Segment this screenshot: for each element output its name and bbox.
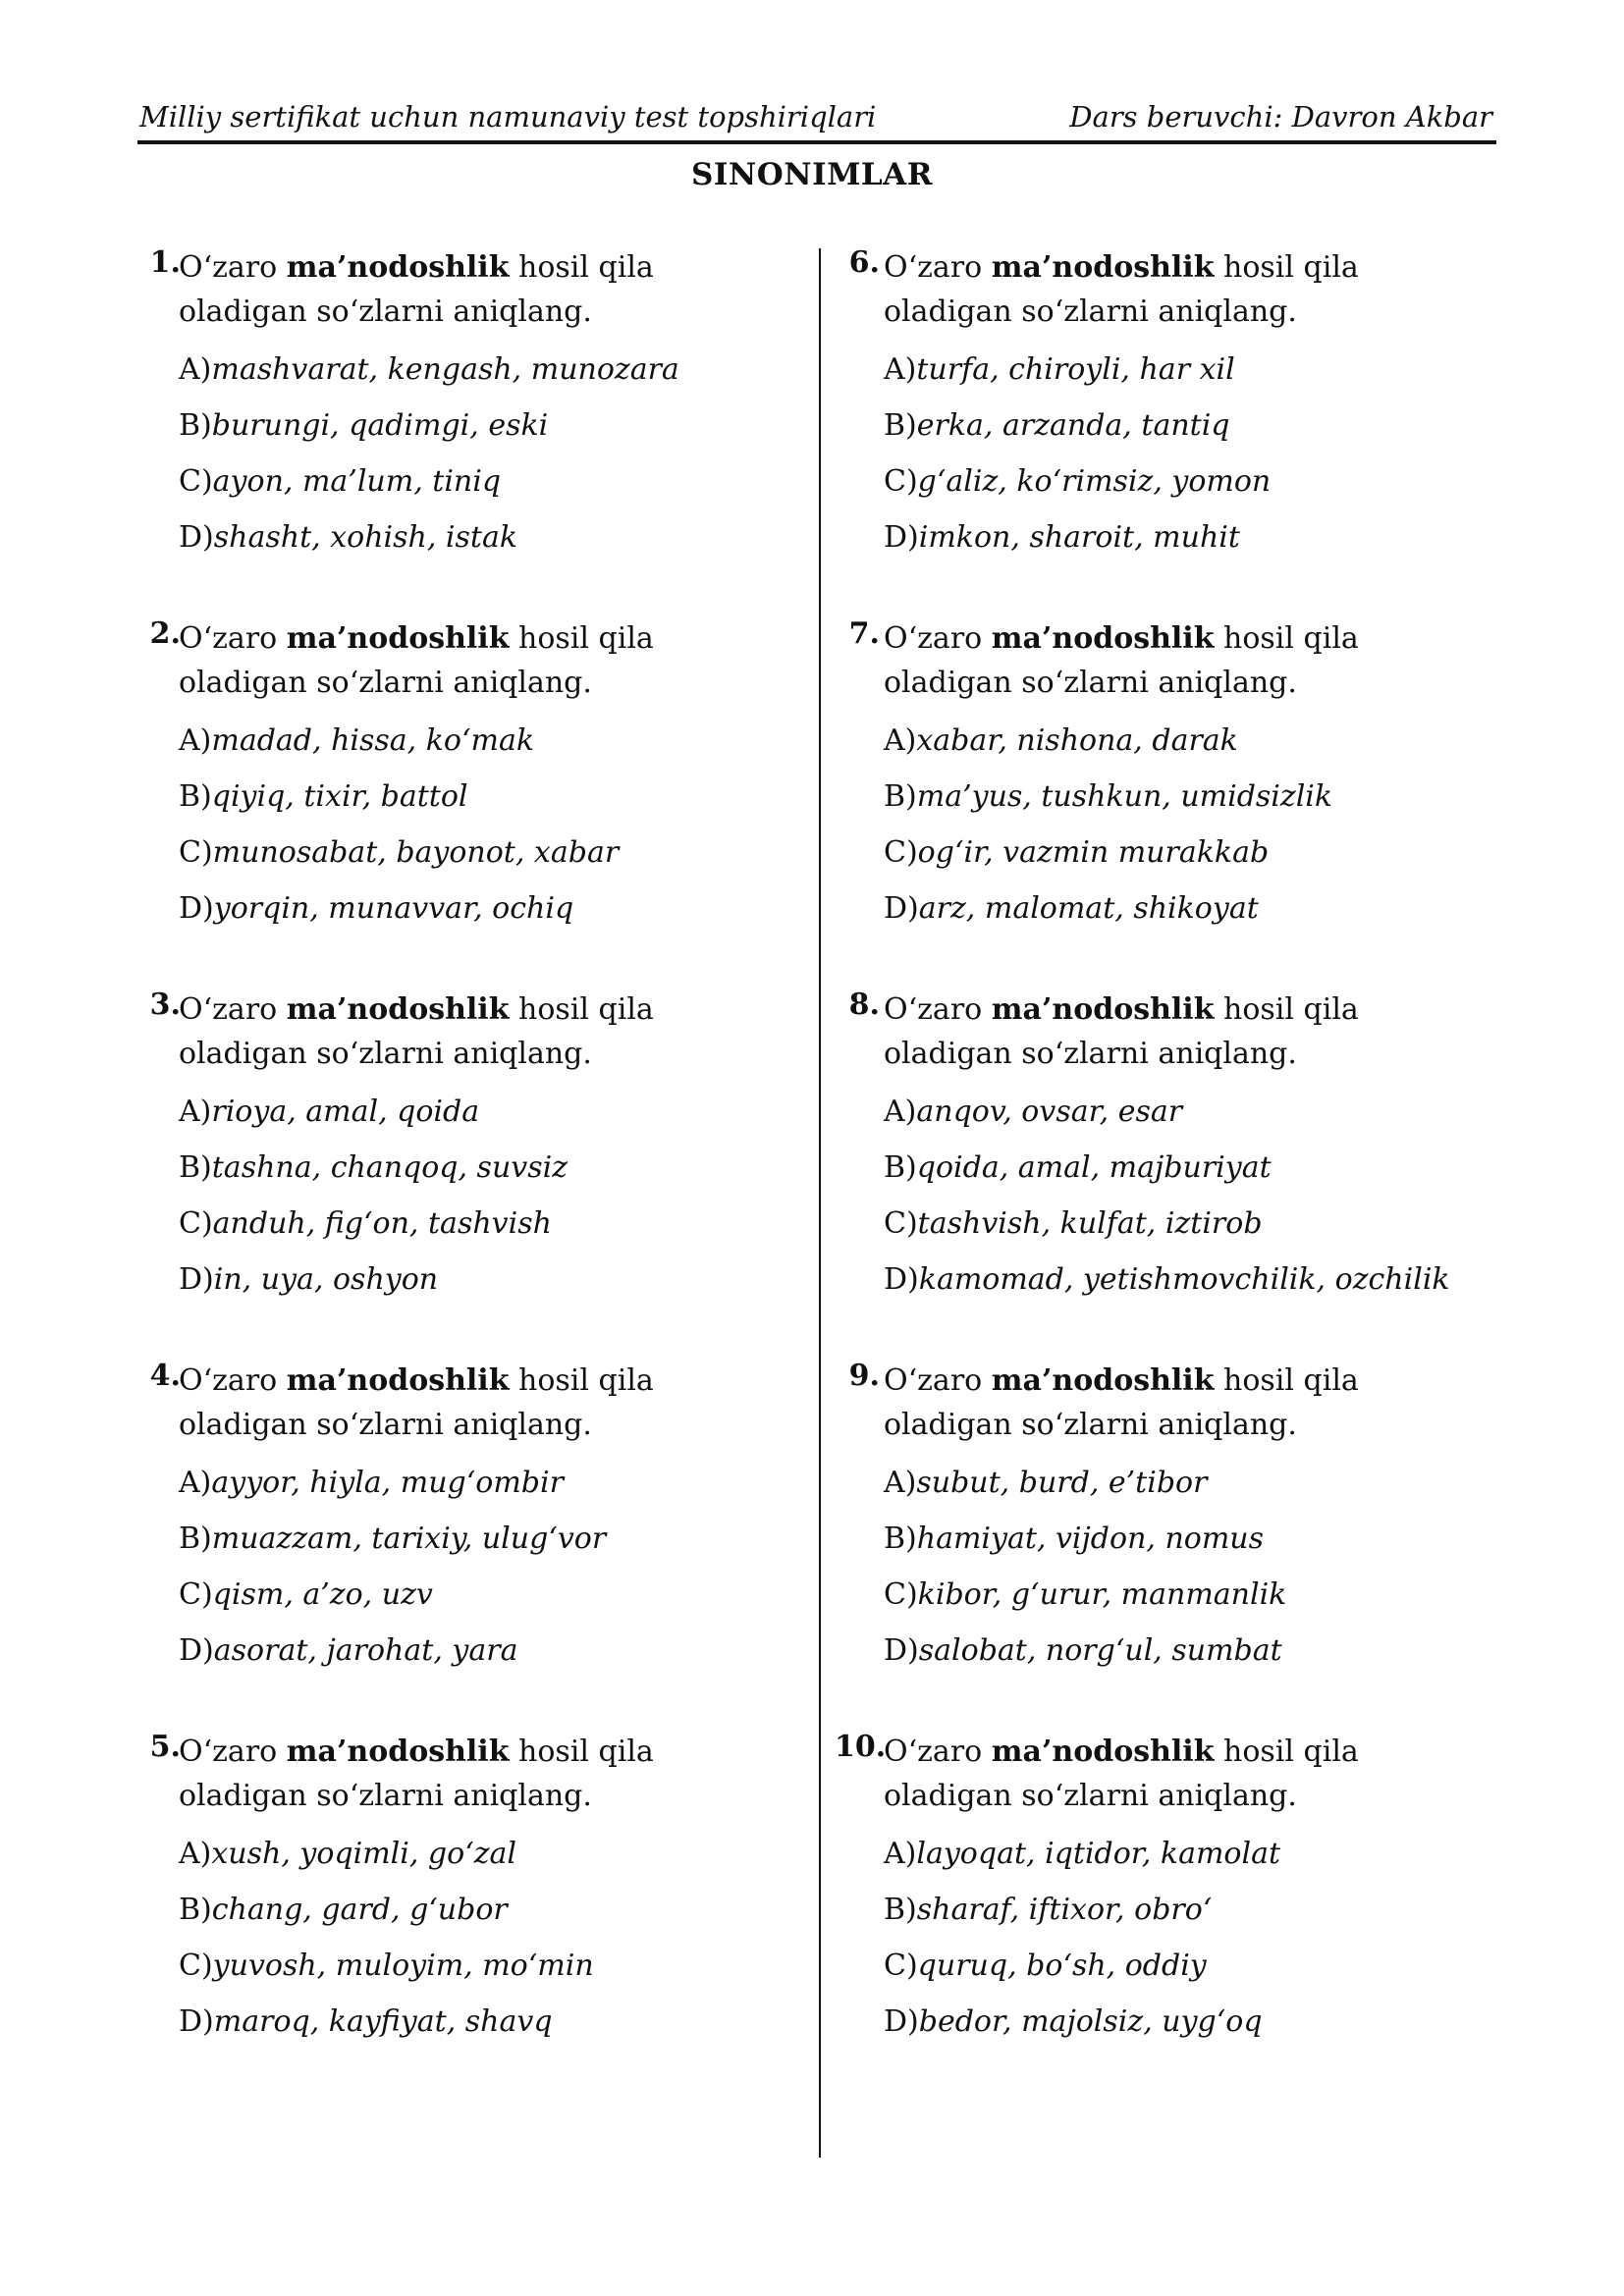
option-letter: A) [884, 1466, 917, 1500]
question-number: 3. [149, 988, 181, 1022]
option-text: muazzam, tarixiy, ulug‘vor [211, 1522, 607, 1556]
option-letter: D) [179, 2004, 214, 2039]
answer-option-d[interactable] [884, 1260, 1450, 1300]
option-letter: A) [179, 352, 212, 387]
option-text: g‘aliz, ko‘rimsiz, yomon [917, 464, 1272, 499]
question-text [884, 1730, 1492, 1818]
question-text-post: hosil qila oladigan so‘zlarni aniqlang. [179, 992, 654, 1071]
answer-option-b[interactable] [179, 1148, 568, 1188]
question-number: 4. [149, 1359, 181, 1393]
question-number: 8. [848, 988, 880, 1022]
question-text-pre: O‘zaro [179, 992, 287, 1027]
option-letter: B) [884, 1150, 917, 1185]
option-text: erka, arzanda, tantiq [916, 408, 1230, 443]
option-letter: B) [884, 1522, 917, 1556]
option-letter: D) [179, 891, 214, 926]
option-letter: D) [884, 891, 919, 926]
option-text: arz, malomat, shikoyat [918, 891, 1259, 926]
answer-option-b[interactable] [884, 1520, 1264, 1559]
option-text: kibor, g‘urur, manmanlik [917, 1577, 1287, 1612]
question-1 [137, 245, 795, 616]
option-letter: A) [179, 1095, 212, 1129]
question-keyword: ma’nodoshlik [286, 621, 510, 656]
question-text-post: hosil qila oladigan so‘zlarni aniqlang. [884, 1363, 1359, 1442]
answer-option-c[interactable] [179, 1947, 594, 1986]
answer-option-d[interactable] [179, 2002, 553, 2042]
answer-option-b[interactable] [179, 1891, 508, 1930]
option-text: rioya, amal, qoida [211, 1095, 480, 1129]
question-number: 5. [149, 1730, 181, 1764]
answer-option-c[interactable] [179, 833, 619, 873]
answer-option-a[interactable] [179, 721, 534, 761]
question-text-pre: O‘zaro [884, 250, 992, 285]
answer-option-a[interactable] [179, 1093, 479, 1132]
answer-option-d[interactable] [884, 1631, 1282, 1671]
page-header [137, 98, 1496, 137]
option-text: xabar, nishona, darak [916, 723, 1238, 758]
option-text: imkon, sharoit, muhit [918, 520, 1240, 555]
header-right-text: Dars beruvchi: Davron Akbar [1069, 100, 1492, 133]
option-text: hamiyat, vijdon, nomus [916, 1522, 1265, 1556]
answer-option-d[interactable] [179, 1631, 517, 1671]
option-text: qoida, amal, majburiyat [916, 1150, 1272, 1185]
question-text-post: hosil qila oladigan so‘zlarni aniqlang. [179, 1363, 654, 1442]
option-letter: C) [179, 464, 213, 499]
question-text-post: hosil qila oladigan so‘zlarni aniqlang. [179, 250, 654, 329]
question-text [179, 1359, 787, 1447]
option-letter: D) [884, 1262, 919, 1297]
option-letter: C) [884, 1577, 918, 1612]
question-number: 7. [848, 616, 880, 651]
question-text [884, 988, 1492, 1076]
option-text: burungi, qadimgi, eski [211, 408, 549, 443]
option-text: tashna, chanqoq, suvsiz [211, 1150, 568, 1185]
option-letter: B) [179, 1522, 212, 1556]
question-keyword: ma’nodoshlik [991, 250, 1215, 285]
question-text [884, 245, 1492, 334]
answer-option-d[interactable] [179, 518, 517, 558]
question-keyword: ma’nodoshlik [286, 1735, 510, 1769]
option-letter: B) [179, 408, 212, 443]
option-text: kamomad, yetishmovchilik, ozchilik [918, 1262, 1450, 1297]
question-text-post: hosil qila oladigan so‘zlarni aniqlang. [884, 250, 1359, 329]
answer-option-a[interactable] [884, 1835, 1280, 1874]
option-letter: C) [179, 1206, 213, 1241]
option-letter: A) [884, 1095, 917, 1129]
option-text: munosabat, bayonot, xabar [212, 835, 620, 870]
answer-option-c[interactable] [179, 462, 501, 502]
option-letter: C) [179, 835, 213, 870]
option-text: in, uya, oshyon [213, 1262, 439, 1297]
option-text: yorqin, munavvar, ochiq [213, 891, 574, 926]
question-text-pre: O‘zaro [179, 1363, 287, 1398]
option-text: turfa, chiroyli, har xil [916, 352, 1235, 387]
answer-option-d[interactable] [179, 1260, 438, 1300]
option-letter: A) [179, 1466, 212, 1500]
question-text [179, 1730, 787, 1818]
answer-option-b[interactable] [179, 406, 548, 446]
option-letter: C) [179, 1949, 213, 1983]
answer-option-a[interactable] [179, 1464, 564, 1503]
question-text-post: hosil qila oladigan so‘zlarni aniqlang. [179, 621, 654, 700]
question-8 [842, 988, 1490, 1359]
question-keyword: ma’nodoshlik [286, 992, 510, 1027]
option-letter: B) [179, 1893, 212, 1927]
question-text-post: hosil qila oladigan so‘zlarni aniqlang. [179, 1735, 654, 1813]
question-number: 6. [848, 245, 880, 280]
option-text: anqov, ovsar, esar [916, 1095, 1183, 1129]
option-text: madad, hissa, ko‘mak [211, 723, 535, 758]
answer-option-c[interactable] [179, 1575, 433, 1615]
answer-option-c[interactable] [884, 462, 1271, 502]
option-letter: C) [884, 464, 918, 499]
answer-option-a[interactable] [179, 350, 679, 390]
question-7 [842, 616, 1490, 988]
answer-option-d[interactable] [179, 889, 573, 929]
question-text [179, 988, 787, 1076]
question-keyword: ma’nodoshlik [991, 1735, 1215, 1769]
option-letter: B) [884, 779, 917, 814]
question-text-pre: O‘zaro [884, 992, 992, 1027]
question-10 [835, 1730, 1490, 2101]
question-number: 2. [149, 616, 181, 651]
question-text [884, 1359, 1492, 1447]
answer-option-d[interactable] [884, 518, 1240, 558]
option-letter: A) [179, 723, 212, 758]
question-text [179, 245, 787, 334]
option-text: ma’yus, tushkun, umidsizlik [916, 779, 1333, 814]
answer-option-b[interactable] [884, 406, 1230, 446]
question-keyword: ma’nodoshlik [991, 1363, 1215, 1398]
option-text: qiyiq, tixir, battol [211, 779, 468, 814]
question-text-pre: O‘zaro [179, 1735, 287, 1769]
answer-option-b[interactable] [179, 1520, 606, 1559]
option-letter: A) [884, 1837, 917, 1871]
question-4 [137, 1359, 795, 1730]
option-letter: D) [884, 1633, 919, 1668]
question-3 [137, 988, 795, 1359]
option-letter: D) [179, 1633, 214, 1668]
answer-option-a[interactable] [884, 721, 1238, 761]
answer-option-b[interactable] [884, 777, 1332, 817]
answer-option-a[interactable] [884, 1464, 1207, 1503]
answer-option-c[interactable] [884, 833, 1269, 873]
page-title: SINONIMLAR [691, 157, 933, 192]
question-text-post: hosil qila oladigan so‘zlarni aniqlang. [884, 621, 1359, 700]
option-text: chang, gard, g‘ubor [211, 1893, 508, 1927]
question-number: 10. [835, 1730, 887, 1764]
question-6 [842, 245, 1490, 616]
question-5 [137, 1730, 795, 2101]
question-2 [137, 616, 795, 988]
column-divider [819, 248, 821, 2158]
question-text-pre: O‘zaro [884, 621, 992, 656]
option-text: asorat, jarohat, yara [213, 1633, 518, 1668]
option-letter: B) [179, 1150, 212, 1185]
question-keyword: ma’nodoshlik [991, 621, 1215, 656]
question-text-pre: O‘zaro [884, 1363, 992, 1398]
question-number: 9. [848, 1359, 880, 1393]
option-letter: B) [179, 779, 212, 814]
question-text-post: hosil qila oladigan so‘zlarni aniqlang. [884, 1735, 1359, 1813]
option-text: sharaf, iftixor, obro‘ [916, 1893, 1213, 1927]
option-text: salobat, norg‘ul, sumbat [918, 1633, 1282, 1668]
question-text [179, 616, 787, 705]
question-number: 1. [149, 245, 181, 280]
answer-option-c[interactable] [884, 1947, 1207, 1986]
header-left-text: Milliy sertifikat uchun namunaviy test topshiriqlari [139, 100, 877, 133]
option-letter: D) [179, 520, 214, 555]
answer-option-c[interactable] [179, 1204, 552, 1244]
option-letter: C) [884, 835, 918, 870]
option-text: tashvish, kulfat, iztirob [917, 1206, 1263, 1241]
answer-option-c[interactable] [884, 1575, 1286, 1615]
option-text: shasht, xohish, istak [213, 520, 518, 555]
option-letter: B) [884, 1893, 917, 1927]
option-letter: A) [884, 352, 917, 387]
option-text: qism, a’zo, uzv [212, 1577, 433, 1612]
answer-option-b[interactable] [884, 1148, 1272, 1188]
option-letter: D) [884, 520, 919, 555]
option-letter: B) [884, 408, 917, 443]
answer-option-b[interactable] [179, 777, 468, 817]
question-keyword: ma’nodoshlik [286, 250, 510, 285]
answer-option-a[interactable] [179, 1835, 516, 1874]
answer-option-c[interactable] [884, 1204, 1263, 1244]
option-text: layoqat, iqtidor, kamolat [916, 1837, 1281, 1871]
question-text-pre: O‘zaro [884, 1735, 992, 1769]
option-text: og‘ir, vazmin murakkab [917, 835, 1270, 870]
option-text: anduh, fig‘on, tashvish [212, 1206, 552, 1241]
option-letter: C) [884, 1949, 918, 1983]
answer-option-a[interactable] [884, 350, 1235, 390]
option-text: ayyor, hiyla, mug‘ombir [211, 1466, 564, 1500]
left-column [137, 245, 795, 2101]
header-rule [137, 140, 1496, 144]
right-column [835, 245, 1490, 2101]
option-text: ayon, ma’lum, tiniq [212, 464, 502, 499]
question-text-post: hosil qila oladigan so‘zlarni aniqlang. [884, 992, 1359, 1071]
option-letter: C) [884, 1206, 918, 1241]
option-text: quruq, bo‘sh, oddiy [917, 1949, 1207, 1983]
answer-option-d[interactable] [884, 889, 1259, 929]
question-text-pre: O‘zaro [179, 250, 287, 285]
option-letter: A) [179, 1837, 212, 1871]
question-text [884, 616, 1492, 705]
question-text-pre: O‘zaro [179, 621, 287, 656]
option-letter: C) [179, 1577, 213, 1612]
option-text: xush, yoqimli, go‘zal [211, 1837, 517, 1871]
option-text: mashvarat, kengash, munozara [211, 352, 679, 387]
question-keyword: ma’nodoshlik [286, 1363, 510, 1398]
answer-option-b[interactable] [884, 1891, 1212, 1930]
option-text: subut, burd, e’tibor [916, 1466, 1208, 1500]
question-keyword: ma’nodoshlik [991, 992, 1215, 1027]
option-text: yuvosh, muloyim, mo‘min [212, 1949, 594, 1983]
answer-option-d[interactable] [884, 2002, 1263, 2042]
option-letter: D) [884, 2004, 919, 2039]
option-text: maroq, kayfiyat, shavq [213, 2004, 553, 2039]
option-text: bedor, majolsiz, uyg‘oq [918, 2004, 1263, 2039]
question-9 [842, 1359, 1490, 1730]
answer-option-a[interactable] [884, 1093, 1182, 1132]
option-letter: D) [179, 1262, 214, 1297]
option-letter: A) [884, 723, 917, 758]
